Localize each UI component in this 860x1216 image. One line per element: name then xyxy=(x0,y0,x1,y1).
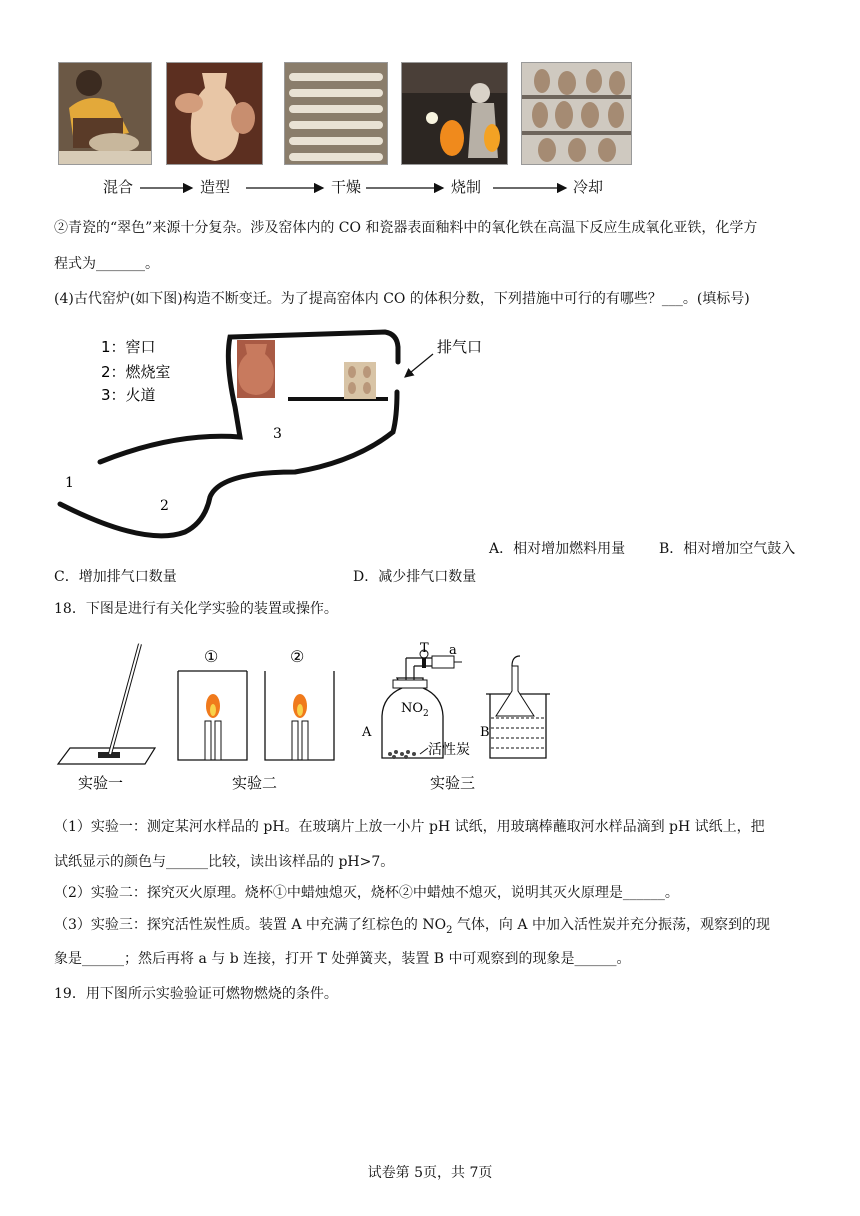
kiln-diagram xyxy=(55,322,483,552)
label-B: B xyxy=(480,725,490,740)
beaker-1 xyxy=(178,671,247,760)
outlet-arrow-icon xyxy=(405,354,433,377)
kiln-legend-3: 3：火道 xyxy=(101,386,156,404)
option-a: A．相对增加燃料用量 xyxy=(489,541,626,557)
kiln-lower-wall xyxy=(60,392,397,536)
kiln-legend-2: 2：燃烧室 xyxy=(101,363,171,381)
page-footer: 试卷第 5页，共 7页 xyxy=(367,1165,493,1181)
no2-label: $NO_2$ xyxy=(401,701,429,719)
beaker-mark-1: ① xyxy=(204,647,219,666)
photo-cooling xyxy=(521,62,632,165)
kiln-number-2: 2 xyxy=(160,498,169,514)
kiln-legend-1: 1：窖口 xyxy=(101,338,156,356)
label-T: T xyxy=(420,641,429,656)
vase-shaping-image xyxy=(167,63,262,164)
step-label-drying: 干燥 xyxy=(331,178,362,196)
outlet-label: 排气口 xyxy=(437,338,483,356)
potter-figure-image xyxy=(59,63,151,164)
exp-label-3: 实验三 xyxy=(430,774,476,792)
q18-p1: （1）实验一：测定某河水样品的 pH。在玻璃片上放一小片 pH 试纸，用玻璃棒蘸取河水样品滴到 pH 试纸上，把 xyxy=(54,819,765,835)
step-label-cooling: 冷却 xyxy=(573,178,604,196)
photo-firing xyxy=(401,62,508,165)
drying-racks-image xyxy=(285,63,387,164)
exp1-glass-rod-on-plate xyxy=(58,644,155,764)
beaker-mark-2: ② xyxy=(290,647,305,666)
exp3-beaker-b xyxy=(486,656,550,758)
q18-p2: （2）实验二：探究灭火原理。烧杯①中蜡烛熄灭，烧杯②中蜡烛不熄灭，说明其灭火原理是______。 xyxy=(54,885,679,901)
photo-shaping xyxy=(166,62,263,165)
q17-2-line2: 程式为_______。 xyxy=(54,256,159,272)
spring-clamp-icon xyxy=(422,658,426,668)
exp-label-2: 实验二 xyxy=(232,774,278,792)
step-label-firing: 烧制 xyxy=(451,178,482,196)
cooling-shelves-image xyxy=(522,63,631,164)
exp-label-1: 实验一 xyxy=(78,774,124,792)
step-label-shaping: 造型 xyxy=(200,178,231,196)
photo-drying xyxy=(284,62,388,165)
q17-4-stem: (4)古代窑炉(如下图)构造不断变迁。为了提高窑体内 CO 的体积分数，下列措施中可行的有哪些？___。(填标号) xyxy=(54,291,750,307)
q18-p3a: （3）实验三：探究活性炭性质。装置 A 中充满了红棕色的 $NO_2$ 气体，向 A 中加入活性炭并充分振荡，观察到的现 xyxy=(54,917,770,936)
q18-stem: 18．下图是进行有关化学实验的装置或操作。 xyxy=(54,601,338,617)
option-c: C．增加排气口数量 xyxy=(54,569,177,585)
kiln-number-3: 3 xyxy=(273,426,282,442)
kiln-firing-image xyxy=(402,63,507,164)
pottery-image xyxy=(344,362,376,399)
carbon-label: 活性炭 xyxy=(428,742,470,758)
q17-2-line1: ②青瓷的“翠色”来源十分复杂。涉及窑体内的 CO 和瓷器表面釉料中的氧化铁在高温下反应生成氧化亚铁，化学方 xyxy=(54,220,758,236)
q18-p1b: 试纸显示的颜色与______比较，读出该样品的 pH>7。 xyxy=(54,854,395,870)
label-A: A xyxy=(362,725,372,740)
option-b: B．相对增加空气鼓入 xyxy=(659,541,796,557)
q19-stem: 19．用下图所示实验验证可燃物燃烧的条件。 xyxy=(54,986,338,1002)
label-a: a xyxy=(449,643,457,658)
option-d: D．减少排气口数量 xyxy=(353,569,477,585)
photo-mixing xyxy=(58,62,152,165)
beaker-2 xyxy=(265,671,334,760)
process-arrows xyxy=(0,178,640,198)
kiln-number-1: 1 xyxy=(65,475,74,491)
q18-p3b: 象是______；然后再将 a 与 b 连接，打开 T 处弹簧夹，装置 B 中可观察到的现象是______。 xyxy=(54,951,631,967)
experiment-figure xyxy=(50,636,560,796)
step-label-mixing: 混合 xyxy=(103,178,134,196)
